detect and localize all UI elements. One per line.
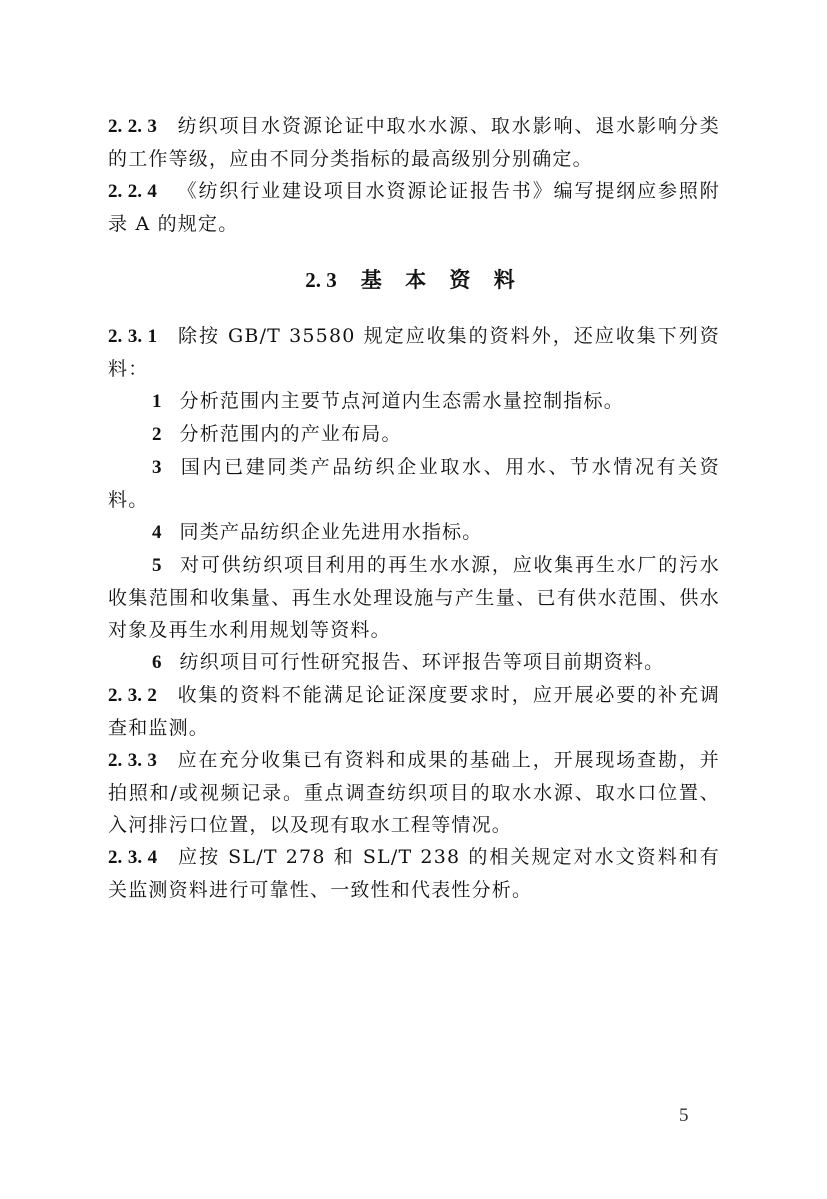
clause-text: 《纺织行业建设项目水资源论证报告书》编写提纲应参照附录 A 的规定。	[108, 180, 721, 235]
clause-text: 应按 SL/T 278 和 SL/T 238 的相关规定对水文资料和有关监测资料进行可靠性、一致性和代表性分析。	[108, 846, 721, 901]
list-item	[108, 549, 720, 646]
clause-2-3-3	[108, 744, 720, 841]
clause-2-2-4	[108, 175, 720, 240]
list-item	[108, 646, 720, 679]
clause-2-2-3	[108, 110, 720, 175]
clause-2-3-1	[108, 320, 720, 385]
item-number: 4	[152, 522, 162, 543]
clause-number: 2. 3. 1	[108, 326, 158, 347]
section-number: 2. 3	[305, 268, 337, 292]
list-item	[108, 451, 720, 516]
item-text: 国内已建同类产品纺织企业取水、用水、节水情况有关资料。	[108, 456, 720, 511]
item-number: 1	[152, 391, 162, 412]
section-title: 基 本 资 料	[360, 267, 523, 292]
item-text: 分析范围内的产业布局。	[179, 423, 402, 445]
clause-text: 除按 GB/T 35580 规定应收集的资料外，还应收集下列资料：	[108, 325, 721, 380]
item-number: 2	[152, 424, 162, 445]
list-item	[108, 418, 720, 451]
page-number: 5	[679, 1105, 689, 1126]
clause-number: 2. 2. 4	[108, 181, 157, 202]
clause-text: 应在充分收集已有资料和成果的基础上，开展现场查勘，并拍照和/或视频记录。重点调查纺织项目的取水水源、取水口位置、入河排污口位置，以及现有取水工程等情况。	[108, 749, 721, 836]
item-number: 3	[152, 457, 162, 478]
item-text: 对可供纺织项目利用的再生水水源，应收集再生水厂的污水收集范围和收集量、再生水处理设施与产生量、已有供水范围、供水对象及再生水利用规划等资料。	[108, 554, 720, 641]
clause-2-3-4	[108, 841, 720, 906]
list-item	[108, 385, 720, 418]
clause-number: 2. 3. 2	[108, 685, 157, 706]
clause-text: 收集的资料不能满足论证深度要求时，应开展必要的补充调查和监测。	[108, 684, 721, 739]
item-number: 5	[152, 555, 162, 576]
clause-2-3-2	[108, 679, 720, 744]
item-text: 同类产品纺织企业先进用水指标。	[179, 521, 483, 543]
section-heading	[108, 264, 720, 296]
item-number: 6	[152, 652, 162, 673]
document-page	[108, 110, 720, 906]
item-text: 分析范围内主要节点河道内生态需水量控制指标。	[179, 390, 624, 412]
clause-text: 纺织项目水资源论证中取水水源、取水影响、退水影响分类的工作等级，应由不同分类指标的最高级别分别确定。	[108, 115, 721, 170]
clause-number: 2. 2. 3	[108, 116, 157, 137]
list-item	[108, 516, 720, 549]
clause-number: 2. 3. 4	[108, 847, 158, 868]
item-text: 纺织项目可行性研究报告、环评报告等项目前期资料。	[179, 651, 665, 673]
clause-number: 2. 3. 3	[108, 750, 157, 771]
